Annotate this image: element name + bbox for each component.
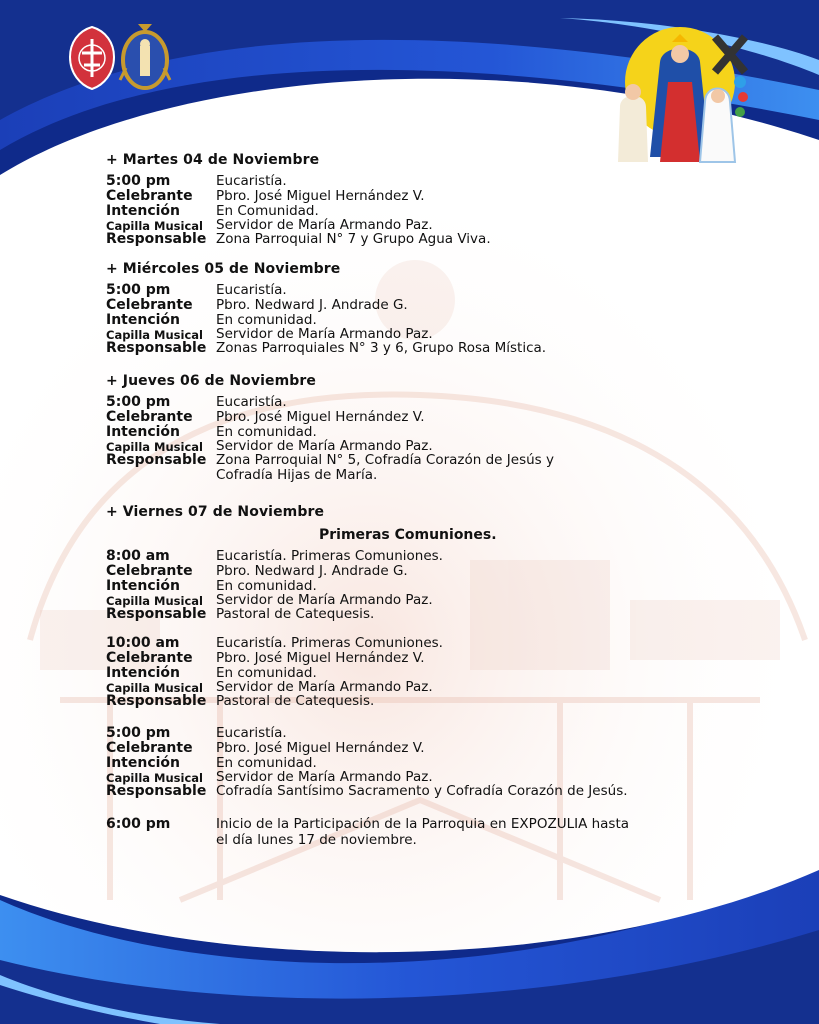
celebrante-label: Celebrante <box>106 740 193 756</box>
responsable-value: Pastoral de Catequesis. <box>216 606 375 622</box>
day-title: + Martes 04 de Noviembre <box>106 152 320 168</box>
capilla-value: Servidor de María Armando Paz. <box>216 438 433 454</box>
service-value: Eucaristía. <box>216 282 287 298</box>
intencion-value: En Comunidad. <box>216 203 319 219</box>
section-subtitle: Primeras Comuniones. <box>319 527 497 543</box>
time-label: 10:00 am <box>106 635 180 651</box>
capilla-label: Capilla Musical <box>106 594 203 608</box>
intencion-value: En comunidad. <box>216 312 317 328</box>
service-value: Eucaristía. <box>216 173 287 189</box>
intencion-value: En comunidad. <box>216 578 317 594</box>
celebrante-label: Celebrante <box>106 563 193 579</box>
celebrante-value: Pbro. Nedward J. Andrade G. <box>216 563 408 579</box>
service-value: Eucaristía. Primeras Comuniones. <box>216 635 443 651</box>
intencion-label: Intención <box>106 755 181 771</box>
capilla-value: Servidor de María Armando Paz. <box>216 679 433 695</box>
service-value: Eucaristía. <box>216 725 287 741</box>
intencion-label: Intención <box>106 203 181 219</box>
intencion-label: Intención <box>106 665 181 681</box>
celebrante-value: Pbro. José Miguel Hernández V. <box>216 409 425 425</box>
intencion-value: En comunidad. <box>216 424 317 440</box>
capilla-value: Servidor de María Armando Paz. <box>216 592 433 608</box>
responsable-value: Pastoral de Catequesis. <box>216 693 375 709</box>
responsable-label: Responsable <box>106 693 207 709</box>
celebrante-value: Pbro. José Miguel Hernández V. <box>216 188 425 204</box>
capilla-label: Capilla Musical <box>106 219 203 233</box>
responsable-label: Responsable <box>106 452 207 468</box>
responsable-label: Responsable <box>106 340 207 356</box>
time-label: 8:00 am <box>106 548 170 564</box>
celebrante-label: Celebrante <box>106 650 193 666</box>
time-label: 5:00 pm <box>106 394 171 410</box>
celebrante-value: Pbro. José Miguel Hernández V. <box>216 650 425 666</box>
celebrante-value: Pbro. Nedward J. Andrade G. <box>216 297 408 313</box>
capilla-label: Capilla Musical <box>106 681 203 695</box>
responsable-value: Cofradía Santísimo Sacramento y Cofradía Corazón de Jesús. <box>216 783 628 799</box>
responsable-value: Zonas Parroquiales N° 3 y 6, Grupo Rosa Mística. <box>216 340 547 356</box>
capilla-value: Servidor de María Armando Paz. <box>216 769 433 785</box>
intencion-value: En comunidad. <box>216 755 317 771</box>
capilla-label: Capilla Musical <box>106 328 203 342</box>
responsable-value: Zona Parroquial N° 7 y Grupo Agua Viva. <box>216 231 491 247</box>
service-value: Eucaristía. Primeras Comuniones. <box>216 548 443 564</box>
celebrante-value: Pbro. José Miguel Hernández V. <box>216 740 425 756</box>
capilla-value: Servidor de María Armando Paz. <box>216 326 433 342</box>
capilla-label: Capilla Musical <box>106 771 203 785</box>
note-value-continued: el día lunes 17 de noviembre. <box>216 832 417 848</box>
time-label: 5:00 pm <box>106 282 171 298</box>
celebrante-label: Celebrante <box>106 188 193 204</box>
intencion-label: Intención <box>106 312 181 328</box>
responsable-label: Responsable <box>106 606 207 622</box>
time-label: 6:00 pm <box>106 816 171 832</box>
day-title: + Viernes 07 de Noviembre <box>106 504 325 520</box>
time-label: 5:00 pm <box>106 725 171 741</box>
note-value: Inicio de la Participación de la Parroquia en EXPOZULIA hasta <box>216 816 630 832</box>
time-label: 5:00 pm <box>106 173 171 189</box>
capilla-value: Servidor de María Armando Paz. <box>216 217 433 233</box>
responsable-value-continued: Cofradía Hijas de María. <box>216 467 378 483</box>
day-title: + Miércoles 05 de Noviembre <box>106 261 341 277</box>
celebrante-label: Celebrante <box>106 297 193 313</box>
capilla-label: Capilla Musical <box>106 440 203 454</box>
responsable-label: Responsable <box>106 783 207 799</box>
day-title: + Jueves 06 de Noviembre <box>106 373 317 389</box>
intencion-value: En comunidad. <box>216 665 317 681</box>
responsable-label: Responsable <box>106 231 207 247</box>
celebrante-label: Celebrante <box>106 409 193 425</box>
intencion-label: Intención <box>106 424 181 440</box>
responsable-value: Zona Parroquial N° 5, Cofradía Corazón de Jesús y <box>216 452 554 468</box>
service-value: Eucaristía. <box>216 394 287 410</box>
intencion-label: Intención <box>106 578 181 594</box>
